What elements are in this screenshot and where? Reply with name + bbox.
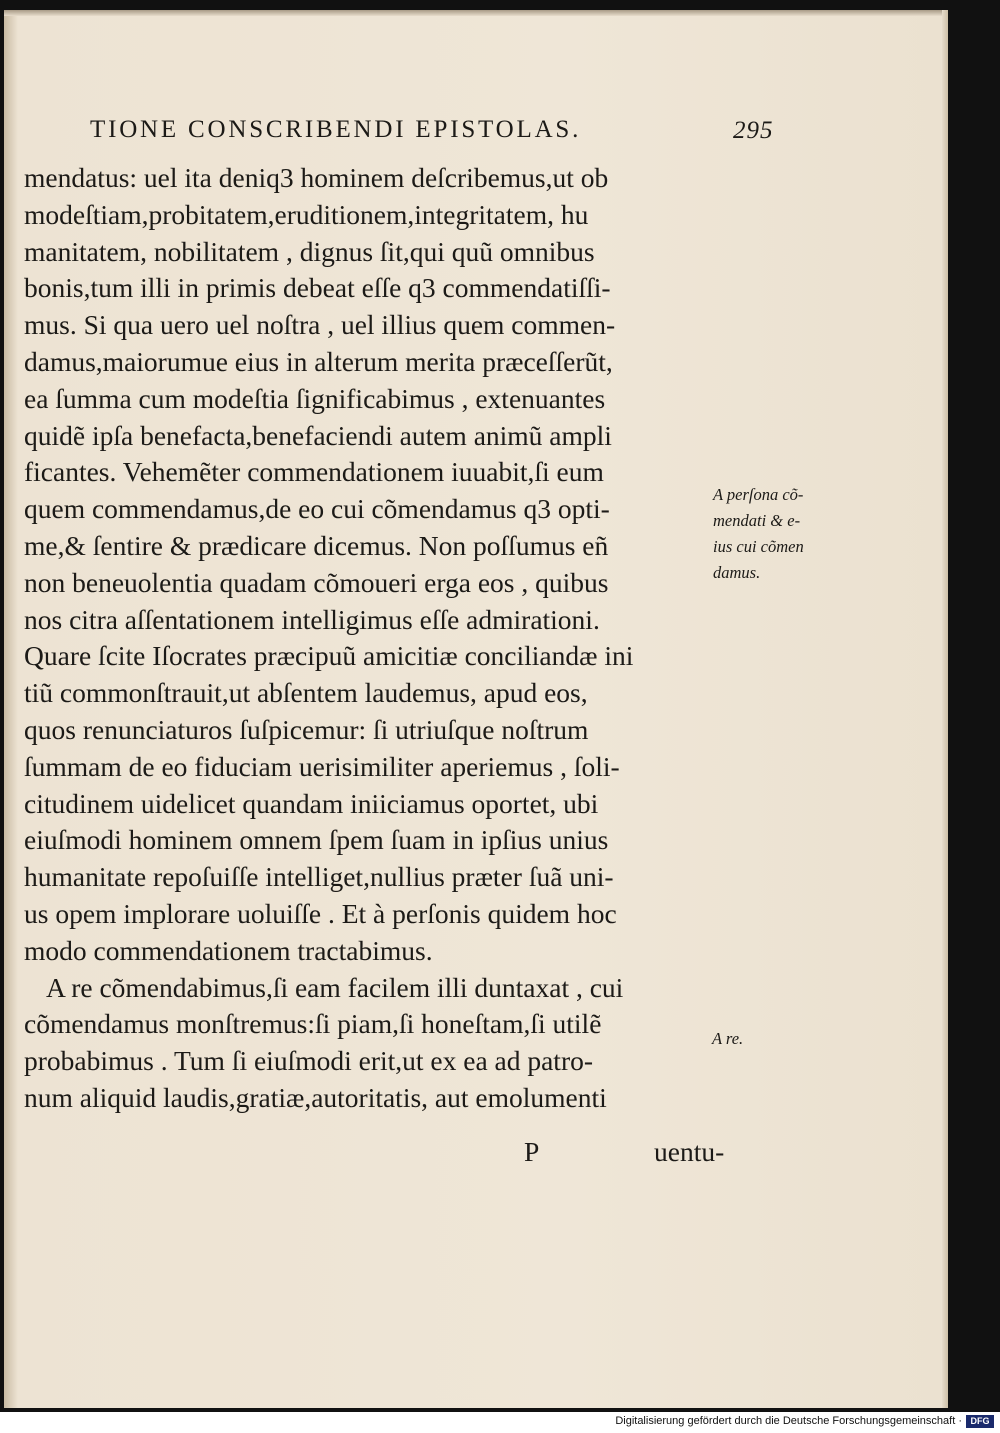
text-line: quem commendamus,de eo cui cõmendamus q3 opti- xyxy=(24,493,610,525)
body-text xyxy=(24,160,714,1117)
marginal-note-line: ius cui cõmen xyxy=(713,537,804,556)
text-line: modo commendationem tractabimus. xyxy=(24,934,433,966)
text-line: mendatus: uel ita deniq3 hominem deſcribemus,ut ob xyxy=(24,162,609,193)
text-line: ficantes. Vehemẽter commendationem iuuabit,ſi eum xyxy=(24,456,604,488)
text-line: tiũ commonſtrauit,ut abſentem laudemus, apud eos, xyxy=(24,677,588,709)
marginal-note-re: A re. xyxy=(712,1029,744,1048)
marginal-note-persona xyxy=(713,482,804,586)
text-line: damus,maiorumue eius in alterum merita præceſſerũt, xyxy=(24,345,613,377)
text-line: probabimus . Tum ſi eiuſmodi erit,ut ex ea ad patro- xyxy=(24,1045,594,1077)
text-line: us opem implorare uoluiſſe . Et à perſonis quidem hoc xyxy=(24,897,617,929)
signature-mark: P xyxy=(524,1136,540,1167)
page-number: 295 xyxy=(733,117,774,144)
text-line: num aliquid laudis,gratiæ,autoritatis, aut emolumenti xyxy=(24,1081,607,1113)
text-line: mus. Si qua uero uel noſtra , uel illius quem commen- xyxy=(24,309,616,341)
running-head: TIONE CONSCRIBENDI EPISTOLAS. xyxy=(90,116,582,143)
text-line: modeſtiam,probitatem,eruditionem,integritatem, hu xyxy=(24,198,589,230)
text-line: bonis,tum illi in primis debeat eſſe q3 commendatiſſi- xyxy=(24,272,611,304)
marginal-note-line: damus. xyxy=(713,563,761,582)
marginal-note-line: mendati & e- xyxy=(713,511,801,530)
text-line: ſummam de eo fiduciam uerisimiliter aperiemus , ſoli- xyxy=(24,750,620,782)
text-line: nos citra aſſentationem intelligimus eſſe admirationi. xyxy=(24,603,600,635)
footer-bar xyxy=(0,1412,1000,1433)
text-line: cõmendamus monſtremus:ſi piam,ſi honeſtam,ſi utilẽ xyxy=(24,1008,602,1040)
page-top-edge xyxy=(4,10,946,16)
text-line: ea ſumma cum modeſtia ſignificabimus , extenuantes xyxy=(24,382,606,414)
text-line: Quare ſcite Iſocrates præcipuũ amicitiæ conciliandæ ini xyxy=(24,640,634,672)
text-line: eiuſmodi hominem omnem ſpem ſuam in ipſius unius xyxy=(24,824,609,856)
catchword: uentu- xyxy=(654,1136,725,1167)
funding-credit: Digitalisierung gefördert durch die Deutsche Forschungsgemeinschaft · xyxy=(615,1415,962,1427)
page-fore-edge xyxy=(942,10,948,1408)
text-line: non beneuolentia quadam cõmoueri erga eos , quibus xyxy=(24,566,609,598)
text-line: me,& ſentire & prædicare dicemus. Non poſſumus eñ xyxy=(24,529,609,561)
text-line: A re cõmendabimus,ſi eam facilem illi duntaxat , cui xyxy=(46,971,624,1003)
text-line: humanitate repoſuiſſe intelliget,nullius præter ſuã uni- xyxy=(24,861,614,893)
text-line: citudinem uidelicet quandam iniiciamus oportet, ubi xyxy=(24,787,599,819)
text-line: quos renunciaturos ſuſpicemur: ſi utriuſque noſtrum xyxy=(24,713,589,745)
dfg-logo: DFG xyxy=(966,1415,994,1428)
marginal-note-line: A perſona cõ- xyxy=(713,485,804,504)
text-line: quidẽ ipſa benefacta,benefaciendi autem animũ ampli xyxy=(24,419,612,451)
text-line: manitatem, nobilitatem , dignus ſit,qui quũ omnibus xyxy=(24,235,595,267)
